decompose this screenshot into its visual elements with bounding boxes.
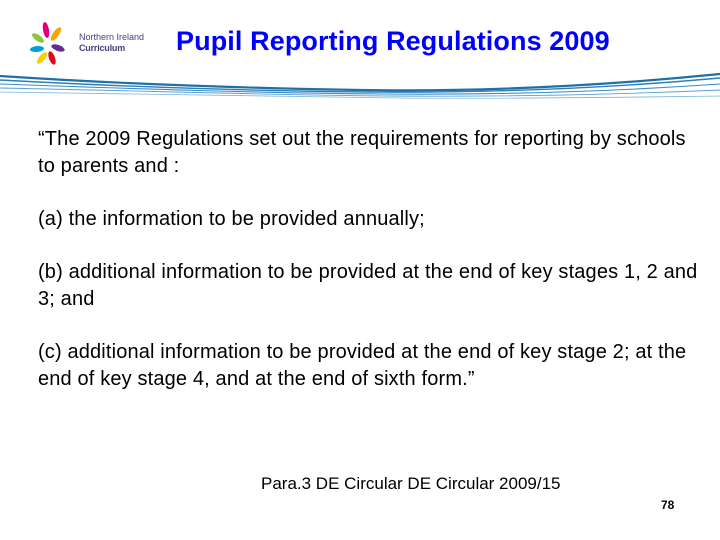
item-c: (c) additional information to be provided at the end of key stage 2; at the end of key stage 4, and at the end of sixth form.” — [38, 341, 687, 390]
item-b: (b) additional information to be provided at the end of key stages 1, 2 and 3; and — [38, 261, 698, 310]
header-swoosh-divider — [0, 70, 720, 110]
intro-paragraph: “The 2009 Regulations set out the requirements for reporting by schools to parents and : — [38, 128, 686, 177]
curriculum-logo — [28, 20, 153, 72]
logo-line-1: Northern Ireland — [79, 32, 145, 42]
logo-text — [79, 32, 144, 54]
citation: Para.3 DE Circular DE Circular 2009/15 — [261, 474, 561, 493]
nic-petal-logo-icon — [28, 20, 78, 72]
regulation-quote — [38, 126, 698, 393]
page-number: 78 — [661, 498, 675, 512]
logo-line-2: Curriculum — [79, 43, 126, 53]
page-title: Pupil Reporting Regulations 2009 — [176, 26, 610, 56]
item-a: (a) the information to be provided annually; — [38, 208, 425, 230]
